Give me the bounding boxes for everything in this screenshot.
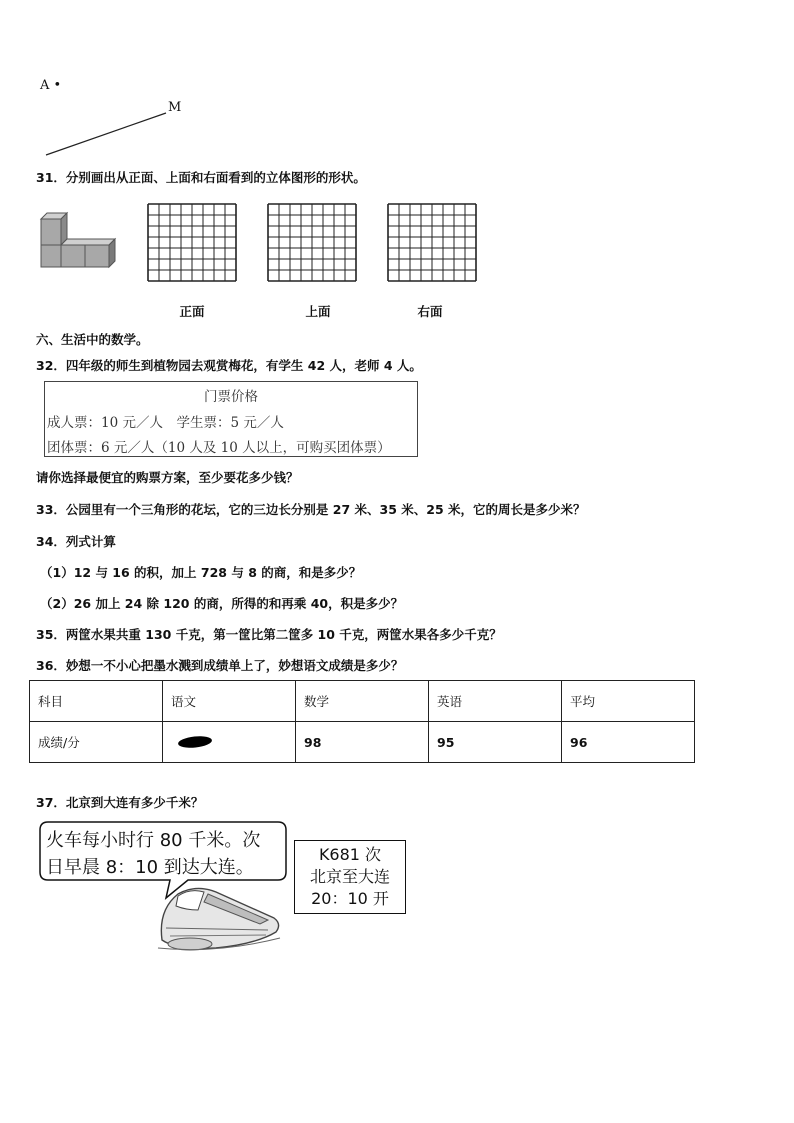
price-title: 门票价格	[204, 389, 258, 405]
sign-line-3: 20：10 开	[311, 889, 389, 908]
q35-text: 35．两筐水果共重 130 千克，第一筐比第二筐多 10 千克，两筐水果各多少千克？	[36, 627, 502, 642]
section6-title: 六、生活中的数学。	[36, 332, 149, 347]
row-label-score: 成绩/分	[30, 722, 163, 763]
label-top-view: 上面	[305, 304, 331, 319]
bubble-line-1: 火车每小时行 80 千米。次	[46, 830, 261, 851]
q34-text: 34．列式计算	[36, 534, 116, 549]
q32-question: 请你选择最便宜的购票方案，至少要花多少钱？	[36, 470, 299, 485]
score-average: 96	[562, 722, 695, 763]
price-line-2: 团体票：6 元／人（10 人及 10 人以上，可购买团体票）	[47, 440, 391, 456]
point-m-label: M	[168, 100, 182, 115]
grid-front[interactable]	[146, 202, 240, 284]
score-english: 95	[429, 722, 562, 763]
ink-blot-cell	[163, 722, 296, 763]
header-average: 平均	[562, 681, 695, 722]
table-row	[30, 681, 695, 722]
label-right-view: 右面	[417, 304, 443, 319]
grid-right[interactable]	[386, 202, 480, 284]
q32-text: 32．四年级的师生到植物园去观赏梅花，有学生 42 人，老师 4 人。	[36, 358, 422, 373]
cube-figure	[38, 210, 120, 272]
table-row	[30, 722, 695, 763]
sign-line-1: K681 次	[318, 845, 382, 864]
score-table	[29, 680, 695, 763]
train-sign	[294, 840, 406, 914]
header-english: 英语	[429, 681, 562, 722]
header-chinese: 语文	[163, 681, 296, 722]
point-a-label: A •	[40, 78, 62, 93]
train-icon	[156, 880, 286, 954]
q37-text: 37．北京到大连有多少千米？	[36, 795, 204, 810]
q33-text: 33．公园里有一个三角形的花坛，它的三边长分别是 27 米、35 米、25 米，它的周长是多少米？	[36, 502, 586, 517]
label-front-view: 正面	[179, 304, 205, 319]
price-line-1: 成人票：10 元／人 学生票：5 元／人	[47, 415, 284, 431]
grid-top[interactable]	[266, 202, 360, 284]
bubble-line-2: 日早晨 8：10 到达大连。	[46, 857, 254, 878]
ticket-price-box	[44, 381, 418, 457]
sign-line-2: 北京至大连	[309, 867, 390, 886]
ray-line	[0, 0, 200, 170]
q36-text: 36．妙想一不小心把墨水溅到成绩单上了，妙想语文成绩是多少？	[36, 658, 404, 673]
header-math: 数学	[296, 681, 429, 722]
q34-part-1: （1）12 与 16 的积，加上 728 与 8 的商，和是多少？	[40, 565, 362, 580]
q31-text: 31．分别画出从正面、上面和右面看到的立体图形的形状。	[36, 170, 366, 185]
ink-blot	[175, 734, 215, 750]
q34-part-2: （2）26 加上 24 除 120 的商，所得的和再乘 40，积是多少？	[40, 596, 404, 611]
header-subject: 科目	[30, 681, 163, 722]
score-math: 98	[296, 722, 429, 763]
